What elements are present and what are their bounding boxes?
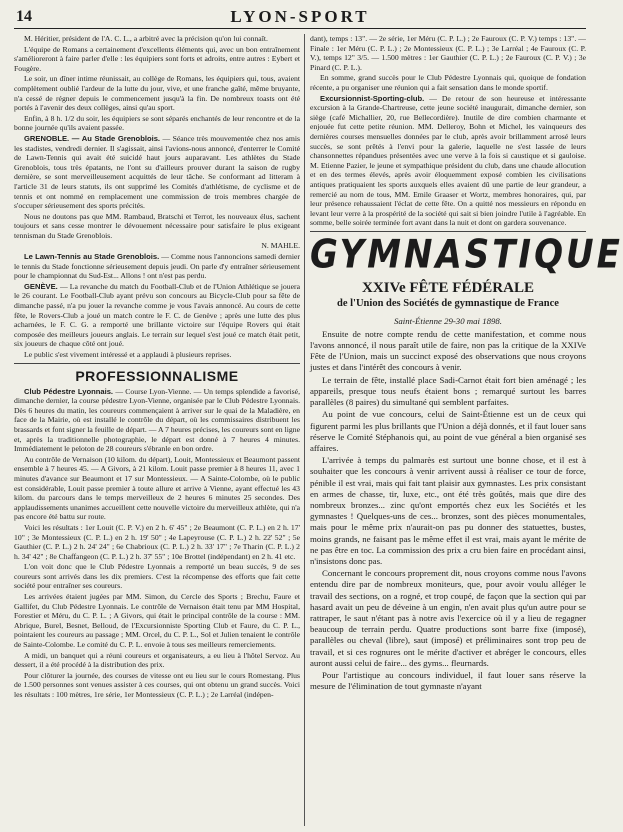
column-divider <box>304 34 305 826</box>
paragraph: Ensuite de notre compte rendu de cette manifestation, et comme nous l'avons annoncé, il nous paraît utile de faire, non pas la critique de la XXIVe Fête de l'Union, mais un succinct exposé des observations que nous croyons justes et dans l'intérêt des concours à venir. <box>310 328 586 373</box>
section-rule <box>14 363 300 364</box>
page-header <box>14 6 586 29</box>
paragraph: Pour l'artistique au concours individuel, il faut louer sans réserve la mesure de l'élimination de tout gymnaste n'ayant <box>310 669 586 692</box>
paragraph: Au contrôle de Vernaison (10 kilom. du départ), Louit, Montessieux et Beaumont passent ensemble à 7 heures 45. — A Givors, à 21 kilom. Louit passe premier à 8 heures 11, avec 1 minutes d'avance sur Beaumont et 17 sur Montessieux. — A Sainte-Colombe, où le public est considérable, Louit passe premier à toute allure et arrive à Vienne, ayant effectué les 43 kilom. du parcours dans le temps merveilleux de 2 heures 6 minutes 25 secondes. Des applaudissements unanimes accueillent cette nouvelle victoire du merveilleux athlète, qui n'a pas encore été battu sur route. <box>14 454 300 522</box>
fete-date: Saint-Étienne 29-30 mai 1898. <box>394 315 502 326</box>
paragraph: L'arrivée à temps du palmarès est surtout une bonne chose, et il est à souhaiter que les concours à venir arrivent aussi à réaliser ce tour de force, pénible il est vrai, mais qui fait tant plaisir aux gymnastes. Les prix consistant en armes de chasse, tir, luxe, etc., ont été très goûtés, mais que dire des nombreux bronzes... zinc qu'ont emportés chez eux les Sociétés et les gymnastes ! Quelques-uns de ces... bronzes, sont des pièces monumentales, mais pour le même prix n'aurait-on pas pu donner des statuettes, bustes, moins grands, ne faisant pas le même effet il est vrai, mais ayant le mérite de ne pas être en toc. La commission des prix a cru bien faire en procédant ainsi, n'insistons donc pas. <box>310 455 586 566</box>
club-subtitle: — Course Lyon-Vienne. — <box>115 386 202 396</box>
page-number: 14 <box>16 8 32 25</box>
club-text: Un temps splendide a favorisé, dimanche dernier, la course pédestre Lyon-Vienne, organisée par le Club Pédestre Lyonnais. Dès 6 heures du matin, les coureurs commençaient à arriver sur le quai de la Maladière, en face de la Mairie, où est installé le contrôle du départ, où les commissaires distribuent les brassards et font signer la feuille de départ. — A 7 heures précises, les coureurs sont en ligne et, après la traditionnelle photographie, le départ est donné à 7 heures 4 minutes. Immédiatement le peloton de 28 coureurs s'ébranle en bon ordre. <box>14 386 301 454</box>
grenoble-paragraph <box>14 134 300 211</box>
paragraph: En somme, grand succès pour le Club Pédestre Lyonnais qui, quoique de fondation récente, a pu organiser une réunion qui a fait sensation dans le monde sportif. <box>310 73 586 92</box>
lawn-tennis-label: Le Lawn-Tennis au Stade Grenoblois. <box>24 252 160 262</box>
paragraph: Les arrivées étaient jugées par MM. Simon, du Cercle des Sports ; Brechu, Faure et Gallifet, du Club Pédestre Lyonnais. Le contrôle de Vernaison était tenu par MM Hospital, Forestier et Méru, du C. P. L. ; A Givors, qui était le principal contrôle de la course : MM. Abrique, Burel, Besnet, Belloud, de l'Excursionniste Sporting Club et Faure, du C. P. L., pointaient les coureurs au passage ; MM. Orcel, du C. P. L., Sol et Julien tenaient le contrôle de Sainte-Colombe. Le comité du C. P. L. envoie à tous ses meilleurs remerciements. <box>14 592 300 650</box>
excursion-paragraph <box>310 94 586 228</box>
club-paragraph <box>14 387 300 454</box>
excursion-text: — De retour de son heureuse et intéressante excursion à la Grande-Chartreuse, cette jeune société inaugurait, dimanche dernier, son siège (café Michallier, 20, rue Bellecordière). Inutile de dire combien charmante et enjouée fut cette petite réunion. MM. Delleroy, Bohn et Michel, les vainqueurs des dernières courses mensuelles données par le club, après avoir brillamment arrosé leurs succès, se sont prêtés à l'envi pour la galerie, laquelle ne s'est lassée de leurs chansonnettes répandues présentées avec une verve à la fois si caustique et si gauloise. M. Etienne Pazier, le jeune et sympathique président du club, dans une chaude allocution et en des termes élevés, après avoir éloquemment exposé combien les civilisations antiques pratiquaient les sports auxquels elles avaient dû une partie de leur grandeur, a remercié au nom de tous, MM. Emile Graaser et Wortz, membres honoraires, qui, par leur présence rehaussaient l'éclat de cette fête. On a quitté nos messieurs en répondu en levant leur verre à la prospérité de la société qui sait si bien joindre l'utile à l'agréable. En somme, belle soirée terminée fort avant dans la nuit et dont on gardera souvenance. <box>310 93 586 228</box>
grenoble-text: — Séance très mouvementée chez nos amis les stadistes, vendredi dernier. Il s'agissait, ainsi l'avions-nous annoncé, d'enterrer le Comité de Lawn-Tennis qui avait été suicidé haut jours auparavant. Les athlètes du Stade Grenoblois, tous très épatants, ne l'ont su d'ailleurs prouver durant la saison de rugby dernière, se sont merveilleusement acquittés de leur tâche. Se conformant ad litteram à l'article 31 de leurs statuts, ils ont supprimé les Comités d'athlétisme, de cyclisme et de tennis et ont nommé en remplacement une commission de trois membres chargée de s'occuper sérieusement des sports précités. <box>14 133 301 211</box>
paragraph: A midi, un banquet qui a réuni coureurs et organisateurs, a eu lieu à l'hôtel Servoz. Au dessert, il a été procédé à la distribution des prix. <box>14 650 300 670</box>
fete-title: XXIVe FÊTE FÉDÉRALE <box>362 279 534 296</box>
paragraph: Le soir, un dîner intime réunissait, au collège de Romans, les équipiers qui, tous, avaient complètement oublié l'ardeur de la lutte du jour, vive, et une franche gaîté, même bruyante, n'a cessé de régner depuis le commencement jusqu'à la fin. De nombreux toasts ont été portés à l'avenir des deux collèges, ainsi qu'au sport. <box>14 74 300 113</box>
left-column <box>14 34 300 826</box>
excursion-label: Excursionnist-Sporting-club. <box>320 93 425 103</box>
lawn-tennis-text: — Comme nous l'annoncions samedi dernier le tennis du Stade fonctionne sérieusement depuis jeudi. On parle d'y entraîner sérieusement pour le championnat du Sud-Est... Allons ! ont n'est pas perdu. <box>14 252 300 281</box>
paragraph: Nous ne doutons pas que MM. Rambaud, Bratschi et Terrot, les nouveaux élus, sachent toujours et sans cesse montrer le dévouement nécessaire pour satisfaire le plus exigeant tennisman du Stade Grenoblois. <box>14 211 300 240</box>
grenoble-subtitle: Au Stade Grenoblois. <box>81 133 161 143</box>
fete-article <box>310 329 586 693</box>
masthead: LYON-SPORT <box>230 7 370 26</box>
lawn-tennis-paragraph <box>14 252 300 281</box>
paragraph: L'on voit donc que le Club Pédestre Lyonnais a remporté un beau succès, 9 de ses coureurs sont arrivés dans les dix premiers. C'est la récompense des efforts que fait cette société pour entraîner ses coureurs. <box>14 562 300 591</box>
paragraph: Le public s'est vivement intéressé et a applaudi à plusieurs reprises. <box>24 350 232 359</box>
paragraph: M. Héritier, président de l'A. C. L., a arbitré avec la précision qu'on lui connaît. <box>24 34 268 43</box>
grenoble-label: GRENOBLE. — <box>24 133 80 143</box>
paragraph: Au point de vue concours, celui de Saint-Étienne est un de ceux qui figurent parmi les plus brillants que l'Union a déjà donnés, et il faut louer sans réserve le Comité Stéphanois qui, au point de vue général a bien organisé ses affaires. <box>310 409 586 453</box>
right-column <box>310 34 623 826</box>
gymnastique-title: GYMNASTIQUE <box>310 231 623 278</box>
signature: N. MAHLE. <box>261 241 300 251</box>
geneve-text: — La revanche du match du Football-Club et de l'Union Athlétique se jouera le 26 courant. Le Football-Club ayant prévu son concours au Bicycle-Club pour sa fête de dimanche passé, n'a pu jouer la revanche comme je vous l'avais annoncé. Au cours de cette fête, le Rovers-Club a joué un match contre le F. C. de Genève ; après une lutte des plus acharnées, le F. C. G. a remporté une brillante victoire sur l'équipe Rovers qui était composée des meilleurs joueurs anglais. Le terrain sur lequel s'est joué ce match était petit, six joueurs de chaque côté ont joué. <box>14 281 300 349</box>
paragraph: dant), temps : 13". — 2e série, 1er Méru (C. P. L.) ; 2e Fauroux (C. P. V.) temps : 13". — Finale : 1er Méru (C. P. L.) ; 2e Montessieux (C. P. L.) ; 3e Larréal ; 4e Fauroux (C. P. V.), temps 12" 3/5. — 1.500 mètres : 1er Gauthier (C. P. L.) ; 2e Fauroux (C. P. V.) ; 3e Pinard (C. P. L.). <box>310 34 586 72</box>
club-label: Club Pédestre Lyonnais. <box>24 386 114 396</box>
paragraph: Concernant le concours proprement dit, nous croyons comme nous l'avons entendu dire par de nombreux moniteurs, que, pour avoir voulu alléger le travail des sections, on a rogné, et trop coupé, de façon que la section qui par hasard avait un peu de déveine à un engin, n'en avait plus qu'un autre pour se rattraper, le saut n'étant pas à notre avis l'exercice où il y a lieu de regagner beaucoup de terrain perdu. Quatre productions sont barre fixe (imposé), parallèles ou cheval (libre), saut (imposé) et préliminaires sont trop peu de travail, et si ces rognures ont le mérite d'activer et abréger le concours, elles auront aussi celui de faire... des gyms... fleurnards. <box>310 568 586 668</box>
geneve-label: GENÈVE. <box>24 281 58 291</box>
geneve-paragraph <box>14 282 300 349</box>
paragraph: Enfin, à 8 h. 1/2 du soir, les équipiers se sont séparés enchantés de leur rencontre et de la bonne journée qu'ils avaient passée. <box>14 113 300 133</box>
section-title: PROFESSIONNALISME <box>75 367 239 384</box>
paragraph: Pour clôturer la journée, des courses de vitesse ont eu lieu sur le cours Romestang. Plus de 1.500 personnes sont venues assister à ces courses, qui ont obtenu un grand succès. Voici les résultats : 100 mètres, 1re série, 1er Montessieux (C. P. L.) ; 2e Larréal (indépen- <box>14 670 300 699</box>
paragraph: Voici les résultats : 1er Louit (C. P. V.) en 2 h. 6' 45" ; 2e Beaumont (C. P. L.) en 2 h. 17' 10" ; 3e Montessieux (C. P. L.) en 2 h. 19' 50" ; 4e Lapeyrouse (C. P. L.) 2 h. 22' 52" ; 5e Gauthier (C. P. L.) 2 h. 24' 24" ; 6e Chabrioux (C. P. L.) 2 h. 33' 17" ; 7e Tharin (C. P. L.) 2 h. 34' 42" ; 8e Chaffangeon (C. P. L.) 2 h. 37' 55" ; 10e Brottel (indépendant) en 2 h. 41 etc. <box>14 522 300 561</box>
fete-subtitle: de l'Union des Sociétés de gymnastique de France <box>337 297 559 309</box>
paragraph: L'équipe de Romans a certainement d'excellents éléments qui, avec un bon entraînement s'amélioreront à faire parler d'elle : les équipiers sont forts et adroits, entre autres : Eybert et Fougère. <box>14 44 300 73</box>
paragraph: Le terrain de fête, installé place Sadi-Carnot était fort bien aménagé ; les appareils, presque tous neufs étaient bons ; remarqué surtout les barres parallèles (8 paires) du simultané qui semblent parfaites. <box>310 374 586 408</box>
